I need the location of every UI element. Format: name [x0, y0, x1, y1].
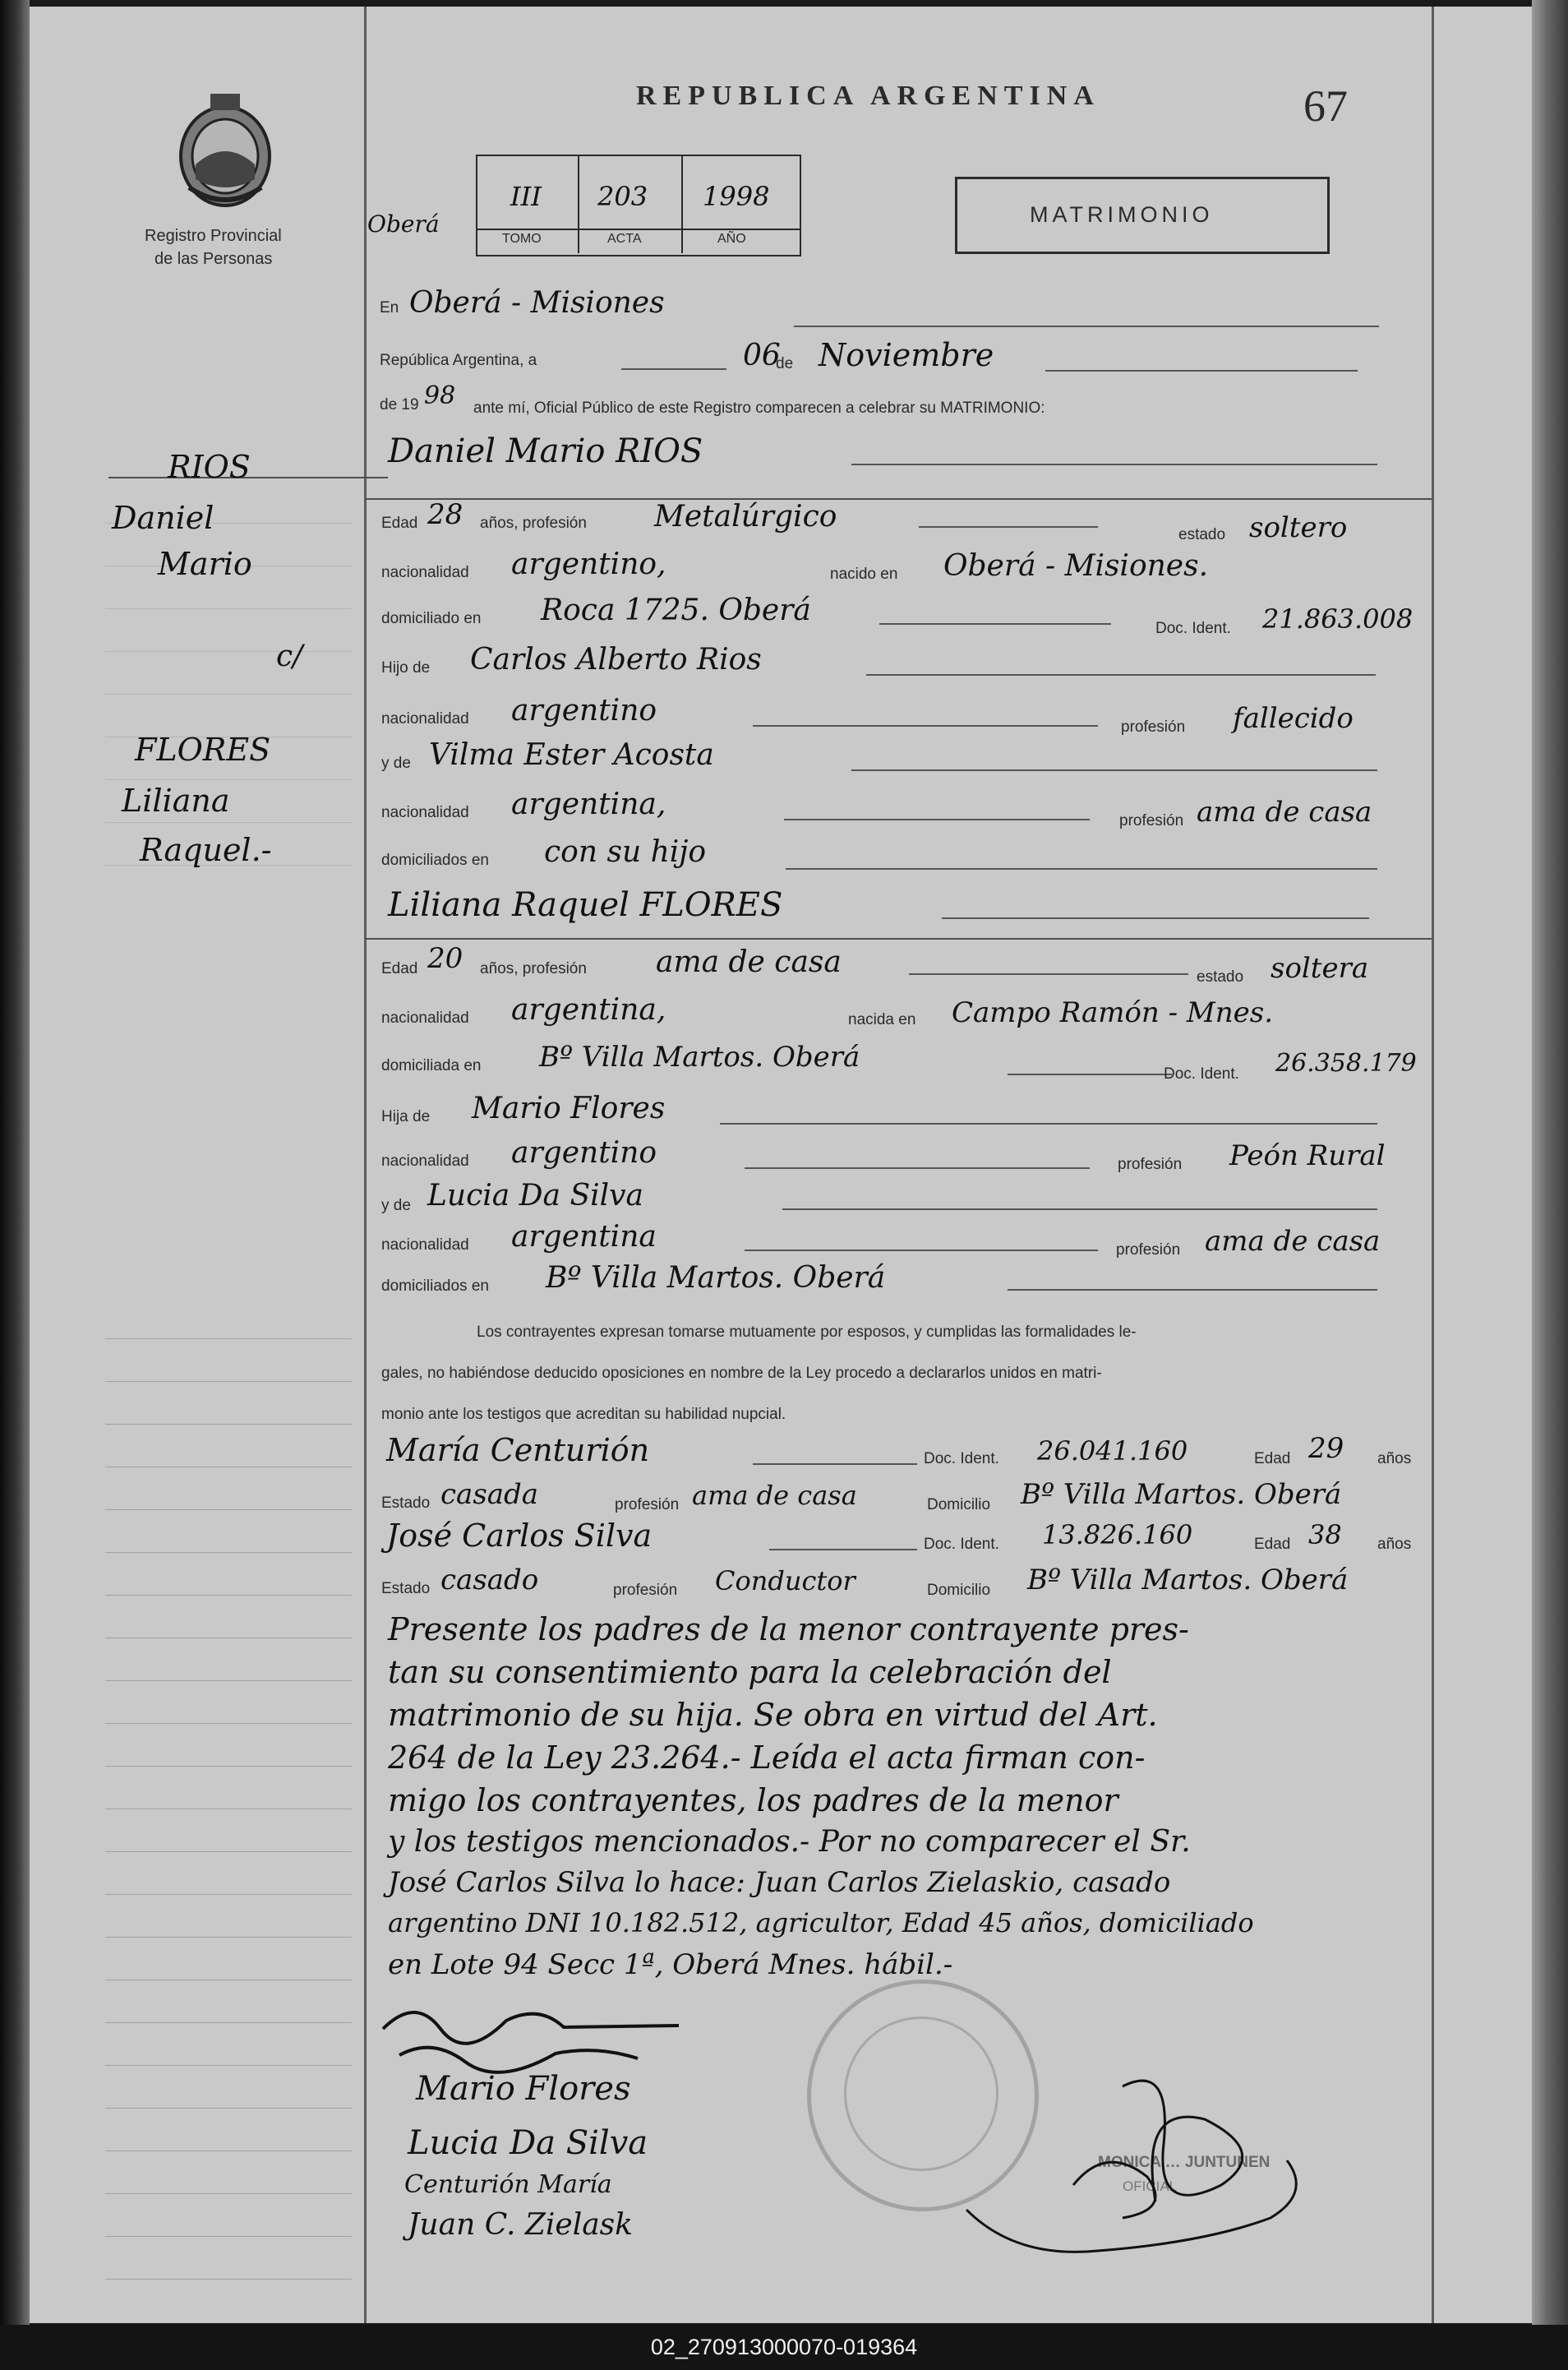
groom-father-profession: fallecido: [1233, 702, 1354, 735]
edad-label: Edad: [381, 960, 418, 977]
groom-profession: Metalúrgico: [654, 500, 837, 534]
hijo-label: Hijo de: [381, 659, 431, 677]
domicilio-label: Domicilio: [927, 1582, 991, 1599]
fill-line: [1008, 1289, 1377, 1291]
fill-line: [1045, 370, 1358, 372]
witness-1-address: Bº Villa Martos. Oberá: [1021, 1478, 1342, 1511]
marginal-note: Oberá: [367, 210, 440, 238]
nacida-label: nacida en: [848, 1011, 916, 1028]
ruled-line: [105, 1894, 352, 1895]
stamp-line-2: OFICIAL: [1123, 2178, 1178, 2194]
fill-line: [909, 973, 1188, 975]
ruled-line: [105, 1424, 352, 1425]
bride-age: 20: [427, 942, 463, 975]
bride-father-nationality: argentino: [511, 1136, 657, 1170]
witness-2-profession: Conductor: [715, 1565, 855, 1596]
witness-2-doc: 13.826.160: [1042, 1519, 1193, 1550]
y-de-label: y de: [381, 755, 411, 772]
ruled-line: [105, 2108, 352, 2109]
witness-2-address: Bº Villa Martos. Oberá: [1027, 1564, 1349, 1596]
fill-line: [794, 326, 1379, 327]
section-rule-bride: [365, 938, 1432, 940]
groom-mother-profession: ama de casa: [1197, 796, 1372, 829]
note-line-2: tan su consentimiento para la celebración del: [388, 1654, 1112, 1690]
groom-father-nationality: argentino: [511, 694, 657, 728]
nacionalidad-label: nacionalidad: [381, 1009, 469, 1027]
note-line-1: Presente los padres de la menor contrayente pres-: [388, 1611, 1189, 1647]
ruled-line: [105, 822, 352, 823]
signature-1: Mario Flores: [416, 2070, 631, 2108]
groom-address: Roca 1725. Oberá: [541, 594, 811, 627]
doc-label: Doc. Ident.: [924, 1536, 999, 1553]
groom-nationality: argentino,: [511, 547, 666, 581]
ruled-line: [105, 1937, 352, 1938]
acta-box: [476, 155, 801, 256]
margin-name-2a: Liliana: [122, 783, 230, 819]
registry-line-1: Registro Provincial: [145, 227, 282, 245]
book-edge: [1532, 0, 1568, 2370]
profesion-label: profesión: [615, 1496, 680, 1513]
nacionalidad-label: nacionalidad: [381, 804, 469, 821]
margin-connector: c/: [276, 640, 303, 673]
bride-father-profession: Peón Rural: [1229, 1139, 1386, 1172]
estado-label: estado: [1197, 968, 1244, 986]
groom-mother-nationality: argentina,: [511, 788, 666, 821]
book-binding: [0, 0, 30, 2370]
nacionalidad-label: nacionalidad: [381, 1236, 469, 1254]
margin-divider: [364, 7, 367, 2323]
profesion-label: años, profesión: [480, 960, 587, 977]
y-de-label: y de: [381, 1197, 411, 1214]
witness-1-doc: 26.041.160: [1037, 1435, 1188, 1467]
margin-name-2b: Raquel.-: [140, 832, 272, 868]
profesion-label: profesión: [1116, 1241, 1181, 1259]
signature-3: Centurión María: [404, 2170, 612, 2199]
domicilio-label: domiciliado en: [381, 610, 482, 627]
ruled-line: [105, 608, 352, 609]
groom-age: 28: [427, 498, 463, 531]
ruled-line: [105, 2193, 352, 2194]
bride-father: Mario Flores: [472, 1092, 666, 1125]
nacionalidad-label: nacionalidad: [381, 1153, 469, 1170]
register-page: [30, 7, 1532, 2323]
fill-line: [851, 769, 1377, 771]
groom-mother: Vilma Ester Acosta: [429, 738, 714, 772]
place-value: Oberá - Misiones: [409, 286, 665, 320]
fill-line: [720, 1123, 1377, 1125]
margin-surname-2: FLORES: [135, 732, 271, 768]
declaration-line-1: Los contrayentes expresan tomarse mutuamente por esposos, y cumplidas las formalidades le-: [477, 1324, 1137, 1341]
bride-name: Liliana Raquel FLORES: [388, 886, 783, 924]
bride-doc: 26.358.179: [1275, 1049, 1417, 1078]
fill-line: [1008, 1074, 1172, 1075]
tomo-value: III: [510, 181, 542, 212]
ruled-line: [105, 1723, 352, 1724]
fill-line: [866, 674, 1376, 676]
ruled-line: [105, 2236, 352, 2237]
ruled-line: [105, 2022, 352, 2023]
bride-nationality: argentina,: [511, 993, 666, 1027]
estado-label: estado: [1178, 526, 1226, 543]
stamp-line-1: MONICA … JUNTUNEN: [1098, 2154, 1271, 2171]
ruled-line: [105, 2279, 352, 2280]
doc-label: Doc. Ident.: [1155, 620, 1231, 637]
margin-surname-1: RIOS: [168, 449, 251, 485]
fill-line: [745, 1167, 1090, 1169]
registry-line-2: de las Personas: [154, 250, 273, 268]
fill-line: [769, 1549, 917, 1550]
bride-status: soltera: [1271, 952, 1369, 985]
bride-mother: Lucia Da Silva: [427, 1179, 643, 1213]
page-number: 67: [1303, 81, 1348, 131]
ruled-line: [105, 1595, 352, 1596]
coat-of-arms-icon: [174, 89, 276, 212]
en-label: En: [380, 299, 399, 316]
witness-1-name: María Centurión: [386, 1432, 650, 1468]
ruled-line: [105, 1338, 352, 1339]
year-suffix: 98: [424, 381, 456, 410]
ruled-line: [105, 1509, 352, 1510]
ruled-line: [105, 2065, 352, 2066]
bride-mother-profession: ama de casa: [1205, 1225, 1381, 1258]
anos-label: años: [1377, 1536, 1412, 1553]
profesion-label: profesión: [1121, 718, 1186, 736]
ruled-line: [105, 1381, 352, 1382]
ruled-line: [105, 694, 352, 695]
edad-label: Edad: [1254, 1536, 1291, 1553]
signature-2: Lucia Da Silva: [408, 2124, 648, 2162]
fill-line: [784, 819, 1090, 820]
witness-1-age: 29: [1308, 1432, 1344, 1465]
bride-profession: ama de casa: [656, 945, 842, 979]
fill-line: [782, 1208, 1377, 1210]
officer-signature-icon: [958, 2054, 1336, 2300]
edad-label: Edad: [1254, 1450, 1291, 1467]
declaration-line-3: monio ante los testigos que acreditan su habilidad nupcial.: [381, 1406, 786, 1423]
fill-line: [621, 368, 726, 370]
note-line-4: 264 de la Ley 23.264.- Leída el acta firman con-: [388, 1739, 1146, 1776]
year-prefix: de 19: [380, 396, 419, 413]
note-line-5: migo los contrayentes, los padres de la menor: [388, 1782, 1118, 1818]
groom-doc: 21.863.008: [1262, 603, 1414, 635]
note-line-6: y los testigos mencionados.- Por no comparecer el Sr.: [388, 1825, 1191, 1859]
doc-type-box: [955, 177, 1330, 254]
fill-line: [942, 917, 1369, 919]
fill-line: [879, 623, 1111, 625]
hija-label: Hija de: [381, 1108, 431, 1125]
nacionalidad-label: nacionalidad: [381, 564, 469, 581]
nacido-label: nacido en: [830, 566, 898, 583]
note-line-3: matrimonio de su hija. Se obra en virtud del Art.: [388, 1697, 1158, 1733]
profesion-label: años, profesión: [480, 515, 587, 532]
groom-birthplace: Oberá - Misiones.: [943, 549, 1209, 583]
note-line-9: en Lote 94 Secc 1ª, Oberá Mnes. hábil.-: [388, 1948, 953, 1981]
groom-parents-address: con su hijo: [544, 835, 707, 869]
witness-2-status: casado: [440, 1564, 539, 1596]
declaration-line-2: gales, no habiéndose deducido oposiciones en nombre de la Ley procedo a declararlos unidos en matri-: [381, 1365, 1102, 1382]
country-heading: REPUBLICA ARGENTINA: [636, 81, 1100, 111]
witness-2-name: José Carlos Silva: [386, 1518, 653, 1554]
acta-value: 203: [597, 181, 648, 212]
domiciliados-label: domiciliados en: [381, 1277, 489, 1295]
fill-line: [753, 1463, 917, 1465]
ruled-line: [105, 1851, 352, 1852]
bride-parents-address: Bº Villa Martos. Oberá: [546, 1261, 886, 1295]
ruled-line: [105, 1680, 352, 1681]
estado-label: Estado: [381, 1495, 431, 1512]
profesion-label: profesión: [1118, 1156, 1183, 1173]
groom-name: Daniel Mario RIOS: [388, 432, 703, 470]
day-value: 06: [743, 339, 781, 372]
estado-label: Estado: [381, 1580, 431, 1597]
profesion-label: profesión: [1119, 812, 1184, 829]
anos-label: años: [1377, 1450, 1412, 1467]
doc-type: MATRIMONIO: [1030, 202, 1214, 227]
witness-1-profession: ama de casa: [692, 1480, 857, 1511]
ruled-line: [105, 1552, 352, 1553]
witness-2-age: 38: [1308, 1519, 1342, 1550]
domicilio-label: Domicilio: [927, 1496, 991, 1513]
month-value: Noviembre: [819, 337, 994, 373]
anio-label: AÑO: [717, 232, 746, 246]
margin-name-1b: Mario: [158, 546, 252, 582]
domicilio-label: domiciliada en: [381, 1057, 482, 1074]
signature-4: Juan C. Zielask: [408, 2208, 633, 2242]
ruled-line: [105, 779, 352, 780]
doc-label: Doc. Ident.: [1164, 1065, 1239, 1083]
margin-name-1a: Daniel: [112, 500, 214, 536]
republica-label: República Argentina, a: [380, 352, 537, 369]
edad-label: Edad: [381, 515, 418, 532]
doc-label: Doc. Ident.: [924, 1450, 999, 1467]
tomo-label: TOMO: [502, 232, 542, 246]
intro-text: ante mí, Oficial Público de este Registro comparecen a celebrar su MATRIMONIO:: [473, 400, 1045, 417]
fill-line: [745, 1250, 1098, 1251]
bride-mother-nationality: argentina: [511, 1220, 657, 1254]
domiciliados-label: domiciliados en: [381, 852, 489, 869]
nacionalidad-label: nacionalidad: [381, 710, 469, 728]
groom-father: Carlos Alberto Rios: [470, 643, 762, 677]
ruled-line: [105, 1766, 352, 1767]
de-label: de: [776, 355, 794, 372]
acta-label: ACTA: [607, 232, 642, 246]
profesion-label: profesión: [613, 1582, 678, 1599]
fill-line: [753, 725, 1098, 727]
note-line-7: José Carlos Silva lo hace: Juan Carlos Zielaskio, casado: [388, 1866, 1171, 1899]
bride-birthplace: Campo Ramón - Mnes.: [952, 996, 1274, 1029]
anio-value: 1998: [703, 181, 770, 212]
ruled-line: [105, 651, 352, 652]
note-line-8: argentino DNI 10.182.512, agricultor, Edad 45 años, domiciliado: [388, 1907, 1254, 1938]
groom-status: soltero: [1249, 511, 1348, 544]
witness-1-status: casada: [440, 1478, 539, 1511]
image-identifier: 02_270913000070-019364: [0, 2325, 1568, 2370]
fill-line: [919, 526, 1098, 528]
fill-line: [851, 464, 1377, 465]
section-rule-groom: [365, 498, 1432, 500]
right-margin-line: [1432, 7, 1434, 2323]
bride-address: Bº Villa Martos. Oberá: [539, 1041, 860, 1074]
fill-line: [786, 868, 1377, 870]
